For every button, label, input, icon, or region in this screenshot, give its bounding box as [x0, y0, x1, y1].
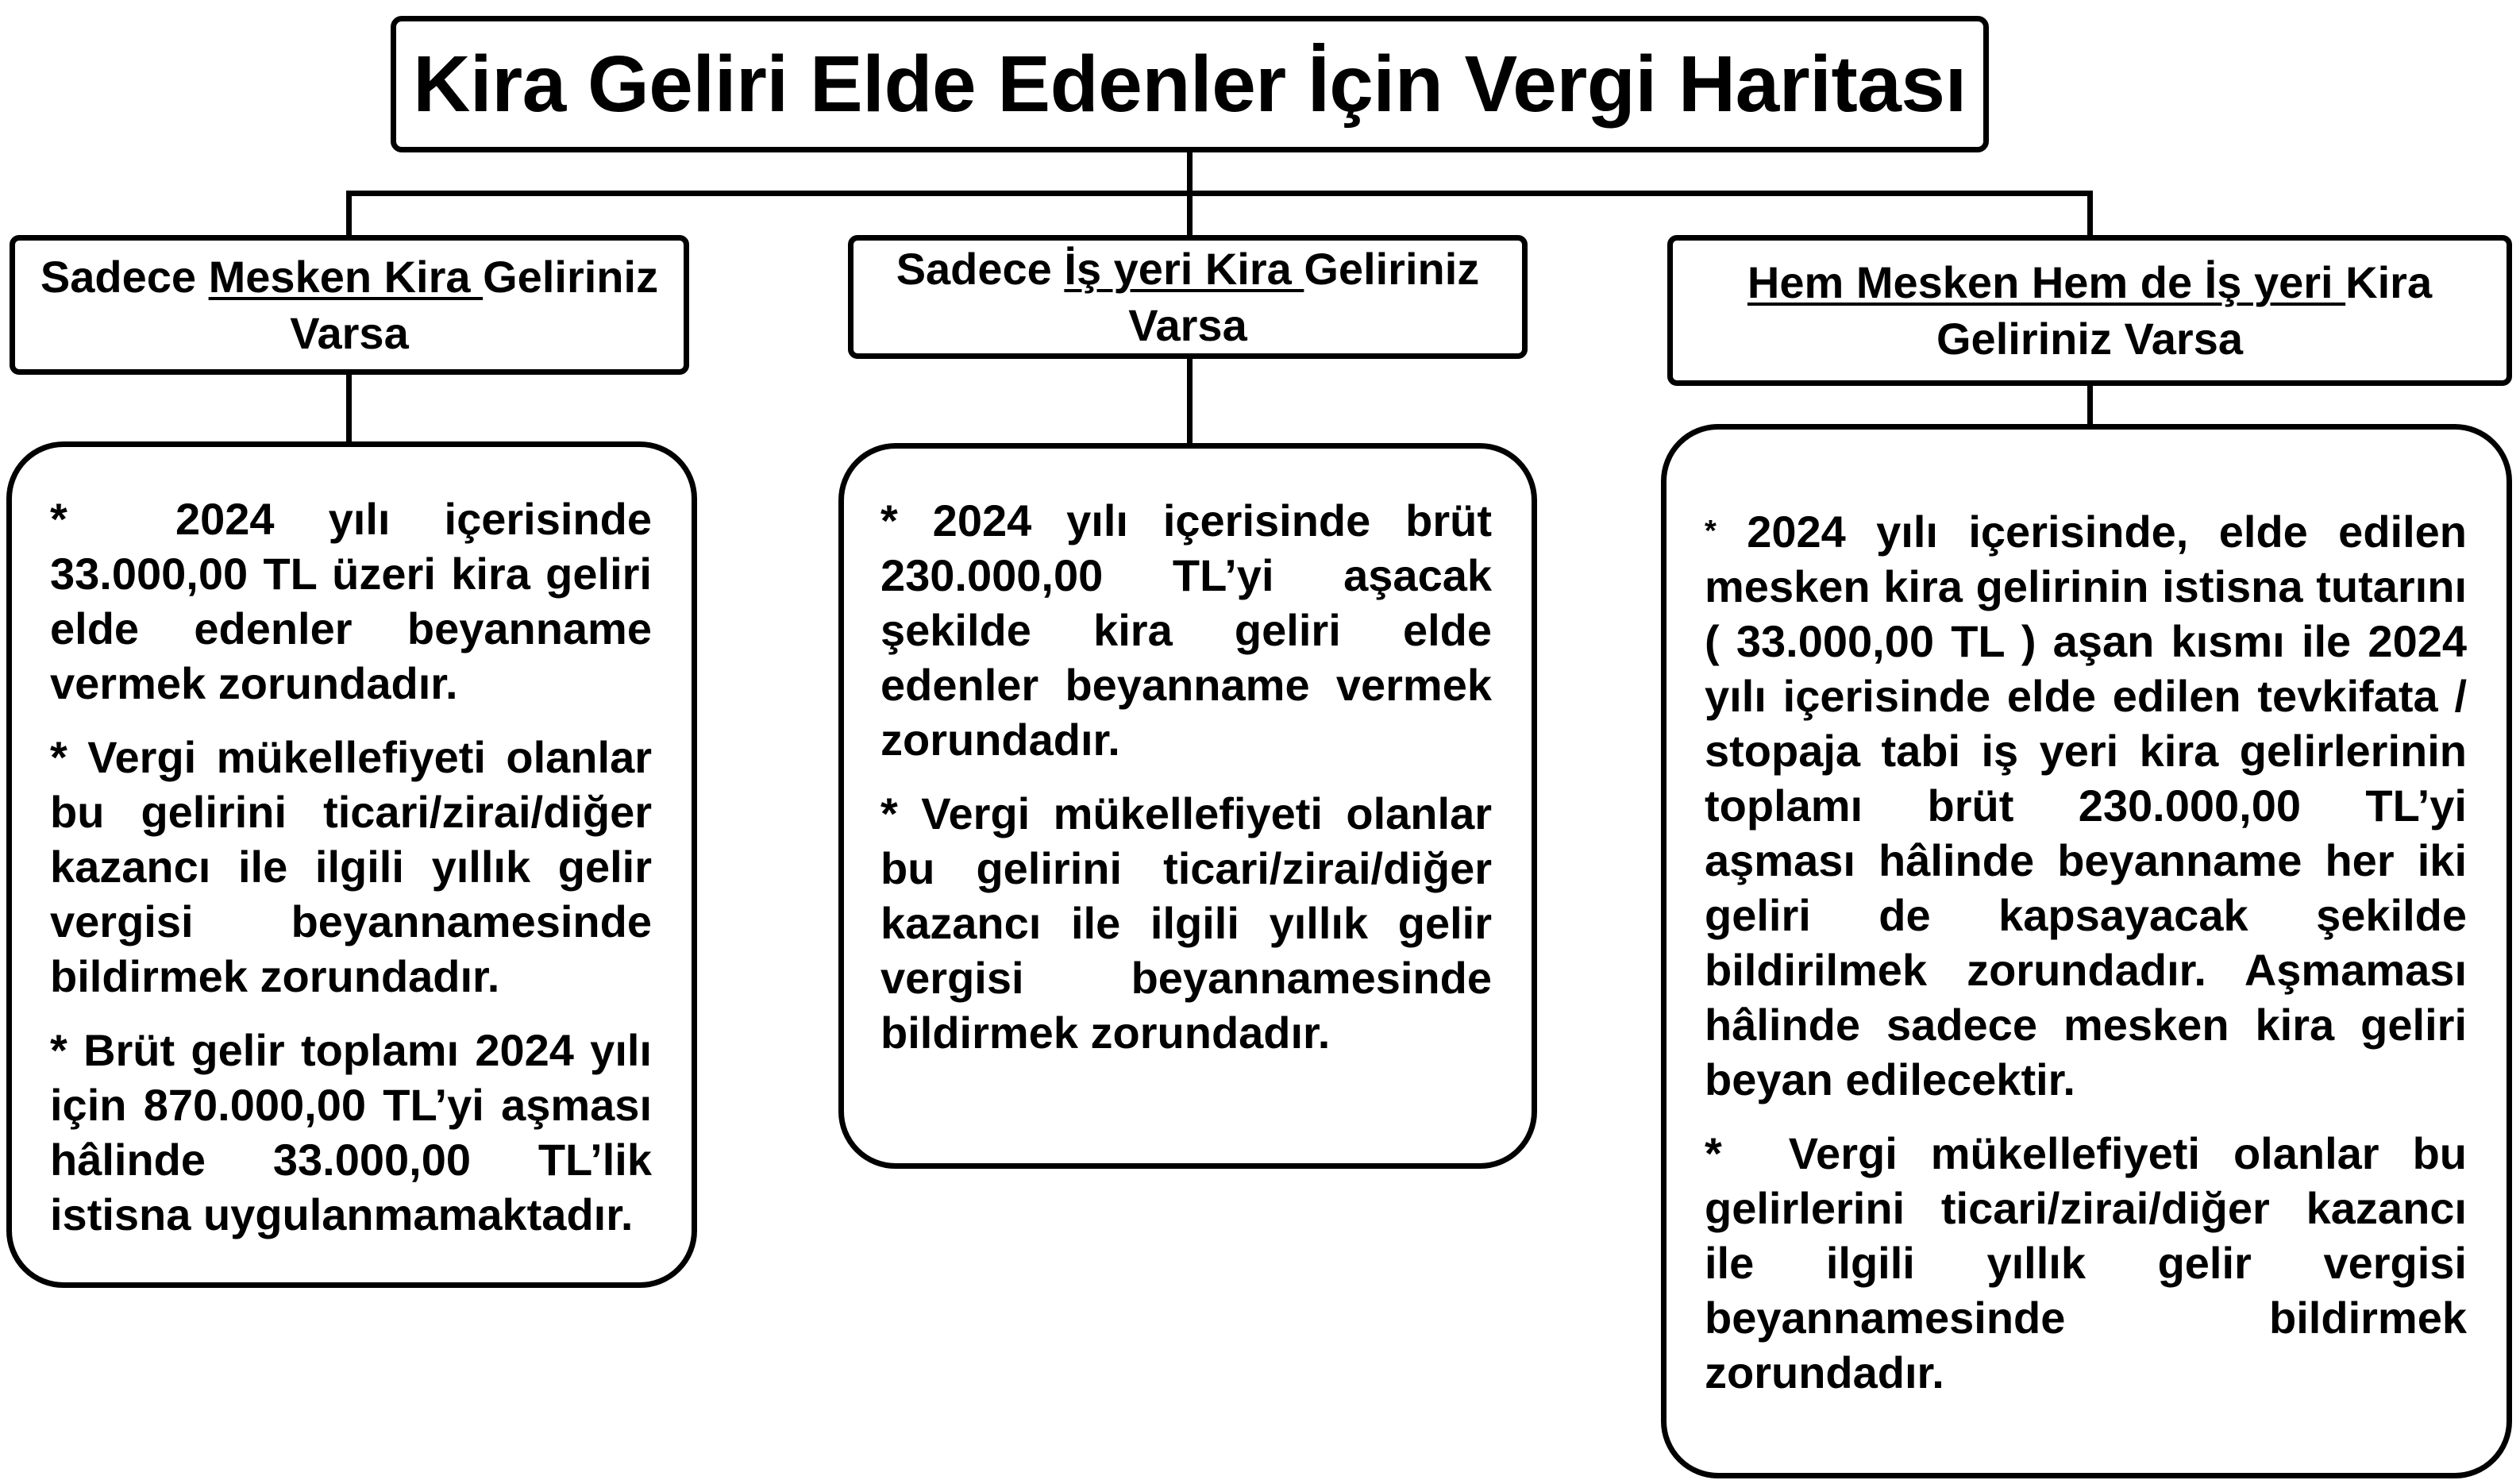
bullet-star: * [1705, 1128, 1722, 1178]
bullet-paragraph [880, 786, 1492, 1060]
bullet-star: * [880, 788, 898, 838]
paragraph-text: 2024 yılı içerisinde, elde edilen mesken kira gelirinin istisna tutarını ( 33.000,00 TL ) aşan kısmı ile 2024 yılı içerisinde elde edilen tevkifata / stopaja tabi iş yeri kira gelirlerinin toplamı brüt 230.000,00 TL’yi aşması hâlinde beyanname her iki geliri de kapsayacak şekilde bildirilmek zorundadır. Aşmaması hâlinde sadece mesken kira geliri beyan edilecektir. [1705, 507, 2468, 1104]
connector-title-trunk [1187, 151, 1193, 195]
heading-box-isyeri [848, 235, 1528, 359]
bullet-paragraph [50, 1023, 652, 1242]
heading-line2: Varsa [1128, 300, 1247, 350]
content-box-isyeri [838, 443, 1537, 1169]
heading-line2: Varsa [290, 308, 409, 358]
content-box-mesken [6, 441, 697, 1288]
paragraph-text: Brüt gelir toplamı 2024 yılı için 870.000,00 TL’yi aşması hâlinde 33.000,00 TL’lik istisna uygulanmamaktadır. [50, 1025, 652, 1239]
heading-underlined: Hem Mesken Hem de İş yeri [1747, 257, 2346, 307]
paragraph-text: Vergi mükellefiyeti olanlar bu gelirini ticari/zirai/diğer kazancı ile ilgili yıllık gelir vergisi beyannamesinde bildirmek zorundadır. [50, 732, 653, 1001]
heading-suffix: Kira [2345, 257, 2433, 307]
paragraph-text: 2024 yılı içerisinde 33.000,00 TL üzeri kira geliri elde edenler beyanname vermek zorundadır. [50, 494, 652, 708]
bullet-paragraph [50, 730, 652, 1004]
heading-box-hem [1667, 235, 2512, 386]
heading-text-mesken [40, 249, 658, 361]
heading-box-mesken [10, 235, 689, 375]
bullet-paragraph [50, 491, 652, 711]
heading-prefix: Sadece [896, 244, 1065, 294]
bullet-star: * [50, 494, 67, 544]
heading-underlined: İş yeri Kira [1064, 244, 1304, 294]
paragraph-text: Vergi mükellefiyeti olanlar bu gelirlerini ticari/zirai/diğer kazancı ile ilgili yıllık gelir vergisi beyannamesinde bildirmek zorundadır. [1705, 1128, 2467, 1397]
connector-horizontal-bar [346, 191, 2093, 196]
connector-middle-head-to-content [1187, 357, 1193, 445]
bullet-paragraph [880, 493, 1492, 767]
paragraph-text: Vergi mükellefiyeti olanlar bu gelirini ticari/zirai/diğer kazancı ile ilgili yıllık gelir vergisi beyannamesinde bildirmek zorundadır. [880, 788, 1493, 1058]
heading-suffix: Geliriniz [483, 252, 659, 302]
heading-underlined: Mesken Kira [208, 252, 484, 302]
connector-branch-right [2087, 191, 2093, 237]
connector-branch-middle [1187, 191, 1193, 237]
connector-branch-left [346, 191, 352, 237]
bullet-star: * [50, 732, 67, 782]
content-box-hem [1661, 424, 2512, 1478]
diagram-title-box [391, 16, 1989, 152]
heading-line2: Geliriniz Varsa [1936, 314, 2243, 364]
heading-text-isyeri [896, 241, 1480, 353]
diagram-title: Kira Geliri Elde Edenler İçin Vergi Haritası [413, 39, 1967, 129]
paragraph-text: 2024 yılı içerisinde brüt 230.000,00 TL’yi aşacak şekilde kira geliri elde edenler beyanname vermek zorundadır. [880, 495, 1492, 765]
bullet-star: * [50, 1025, 67, 1075]
bullet-paragraph [1705, 1126, 2467, 1400]
heading-suffix: Geliriniz [1304, 244, 1480, 294]
connector-right-head-to-content [2087, 384, 2093, 426]
heading-text-hem [1747, 254, 2432, 367]
bullet-star: * [880, 495, 898, 545]
bullet-paragraph [1705, 504, 2467, 1107]
connector-left-head-to-content [346, 373, 352, 443]
heading-prefix: Sadece [40, 252, 209, 302]
bullet-star: * [1705, 515, 1717, 548]
